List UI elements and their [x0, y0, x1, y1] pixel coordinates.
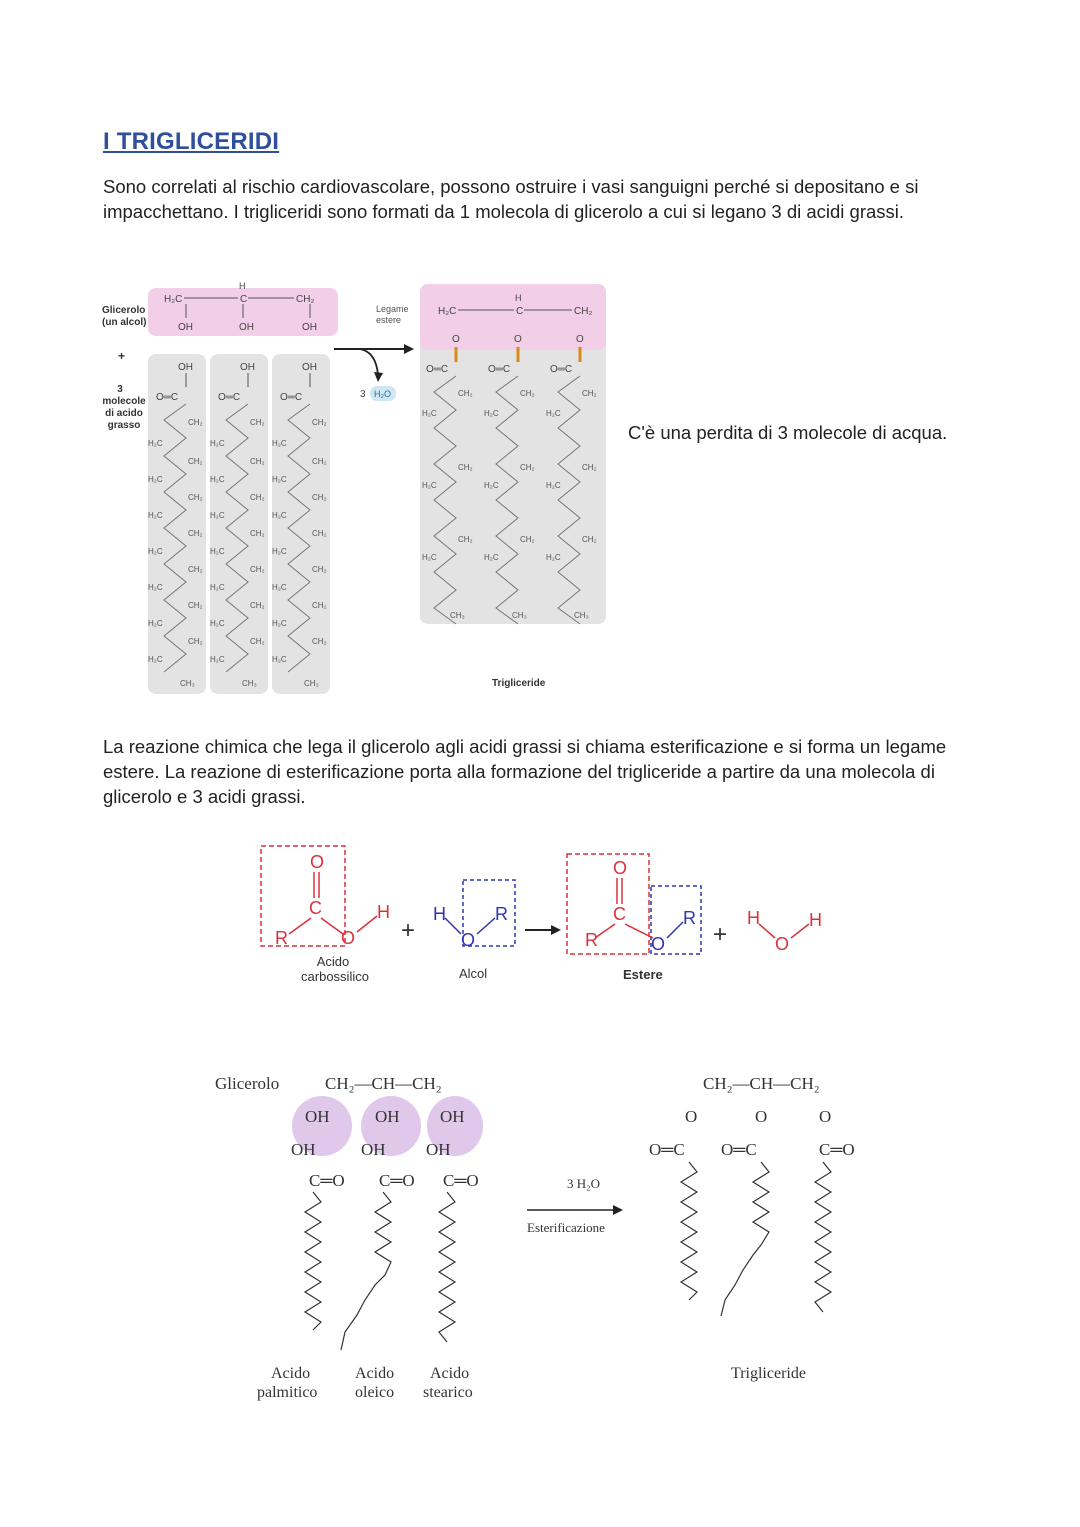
svg-text:H₂C: H₂C: [272, 439, 287, 448]
oleic-chain: [341, 1192, 391, 1350]
ester-bond-label-2: estere: [376, 315, 402, 325]
svg-text:OH: OH: [375, 1107, 400, 1126]
water-h-left: H: [747, 908, 760, 928]
svg-text:CH₂: CH₂: [312, 529, 327, 538]
glycerol-label: Glicerolo: [102, 305, 146, 316]
svg-text:CH₂: CH₂: [520, 463, 535, 472]
svg-text:oleico: oleico: [355, 1384, 395, 1401]
svg-text:R: R: [683, 908, 696, 928]
palmitic-chain: [305, 1192, 321, 1330]
glycerol-oh-1: OH: [178, 322, 193, 333]
svg-text:CH₂: CH₂: [582, 389, 597, 398]
svg-text:C: C: [613, 904, 626, 924]
svg-text:CH₂: CH₂: [250, 457, 265, 466]
svg-text:C═O: C═O: [819, 1140, 855, 1159]
acid-o-top: O: [310, 852, 325, 872]
svg-text:CH₂: CH₂: [188, 493, 203, 502]
svg-text:H₂C: H₂C: [422, 553, 437, 562]
svg-text:R: R: [585, 930, 598, 950]
svg-text:CH₂: CH₂: [312, 418, 327, 427]
svg-text:H₂C: H₂C: [546, 409, 561, 418]
svg-text:O: O: [755, 1107, 768, 1126]
svg-text:H₂C: H₂C: [272, 511, 287, 520]
svg-text:H₂C: H₂C: [148, 583, 163, 592]
svg-text:O═C: O═C: [156, 392, 179, 403]
svg-text:CH₃: CH₃: [180, 679, 195, 688]
glycerol-label-3: Glicerolo: [215, 1074, 280, 1093]
svg-text:H₂C: H₂C: [210, 583, 225, 592]
plus-sign-1: +: [401, 917, 416, 944]
triglyceride-formation-figure: [98, 280, 618, 700]
svg-text:O: O: [685, 1107, 698, 1126]
svg-text:H₂C: H₂C: [272, 475, 287, 484]
acid-o: O: [341, 928, 356, 948]
svg-text:stearico: stearico: [423, 1384, 473, 1401]
svg-text:OH: OH: [305, 1107, 330, 1126]
water-h-right: H: [809, 910, 822, 930]
svg-text:CH₂: CH₂: [250, 565, 265, 574]
svg-text:CH₂: CH₂: [312, 565, 327, 574]
svg-text:OH: OH: [178, 362, 193, 373]
svg-text:O═C: O═C: [488, 364, 511, 375]
svg-text:H₂C: H₂C: [210, 511, 225, 520]
svg-text:CH₂: CH₂: [458, 535, 473, 544]
svg-text:CH₂: CH₂: [250, 418, 265, 427]
water-count: 3: [360, 389, 366, 400]
svg-text:CH₂: CH₂: [458, 463, 473, 472]
intro-paragraph: Sono correlati al rischio cardiovascolare, possono ostruire i vasi sanguigni perché si depositano e si impacchettano. I trigliceridi sono formati da 1 molecola di glicerolo a cui si legano 3 di acidi grassi.: [103, 176, 919, 222]
svg-text:CH₂: CH₂: [188, 565, 203, 574]
svg-text:CH₂: CH₂: [188, 457, 203, 466]
svg-text:H₂C: H₂C: [210, 619, 225, 628]
fatty-label-3: grasso: [107, 420, 141, 431]
glycerol-h2c-left: H₂C: [164, 294, 183, 305]
acid-r: R: [275, 928, 288, 948]
svg-text:H₂C: H₂C: [272, 583, 287, 592]
svg-text:H₂C: H₂C: [484, 553, 499, 562]
ester-bond-label-1: Legame: [376, 304, 409, 314]
triglyceride-label-1: Trigliceride: [492, 678, 546, 689]
glycerol-oh-3: OH: [302, 322, 317, 333]
svg-text:CH₂: CH₂: [188, 637, 203, 646]
svg-text:C═O: C═O: [443, 1171, 479, 1190]
svg-text:CH₂: CH₂: [250, 637, 265, 646]
svg-text:C═O: C═O: [309, 1171, 345, 1190]
fatty-acid-column-1: [148, 354, 206, 694]
svg-text:H₂C: H₂C: [484, 409, 499, 418]
svg-text:C═O: C═O: [379, 1171, 415, 1190]
svg-text:OH: OH: [302, 362, 317, 373]
svg-text:C: C: [516, 306, 524, 317]
svg-text:CH₂: CH₂: [312, 637, 327, 646]
alcohol-o: O: [461, 930, 476, 950]
svg-text:OH: OH: [291, 1140, 316, 1159]
svg-text:H₂C: H₂C: [148, 547, 163, 556]
glycerol-sublabel: (un alcol): [102, 317, 147, 328]
ester-label: Estere: [623, 967, 663, 982]
plus-sign: +: [118, 349, 126, 363]
svg-text:H₂C: H₂C: [422, 481, 437, 490]
svg-text:H₂C: H₂C: [272, 547, 287, 556]
svg-text:O═C: O═C: [280, 392, 303, 403]
plus-sign-2: +: [713, 921, 728, 948]
svg-text:O═C: O═C: [426, 364, 449, 375]
glycerol-ch2-right: CH₂: [296, 294, 315, 305]
svg-text:O: O: [514, 334, 522, 345]
svg-text:H₂C: H₂C: [272, 619, 287, 628]
svg-text:O═C: O═C: [721, 1140, 757, 1159]
svg-text:CH₃: CH₃: [242, 679, 257, 688]
svg-text:H: H: [515, 293, 522, 303]
svg-text:H₂C: H₂C: [210, 655, 225, 664]
svg-text:O═C: O═C: [218, 392, 241, 403]
svg-text:CH₃: CH₃: [512, 611, 527, 620]
fatty-acid-column-3: [272, 354, 330, 694]
svg-text:Acido: Acido: [355, 1365, 395, 1382]
alcohol-label: Alcol: [459, 966, 488, 981]
svg-text:O: O: [613, 858, 628, 878]
fatty-label-2: di acido: [105, 408, 143, 419]
svg-text:H₂C: H₂C: [210, 547, 225, 556]
acid-label-2: carbossilico: [301, 969, 369, 984]
glycerol-backbone: CH₂—CH—CH₂: [325, 1074, 442, 1093]
triglyceride-label-3: Trigliceride: [731, 1365, 806, 1382]
svg-text:CH₂: CH₂: [582, 535, 597, 544]
svg-text:H₂C: H₂C: [272, 655, 287, 664]
svg-text:H₂C: H₂C: [148, 619, 163, 628]
fatty-acid-column-2: [210, 354, 268, 694]
glycerol-h: H: [239, 281, 246, 291]
fatty-label-1: molecole: [102, 396, 146, 407]
svg-text:O: O: [576, 334, 584, 345]
svg-text:CH₂: CH₂: [458, 389, 473, 398]
svg-text:CH₂—CH—CH₂: CH₂—CH—CH₂: [703, 1074, 820, 1093]
fatty-count: 3: [117, 384, 123, 395]
svg-text:H₂C: H₂C: [546, 553, 561, 562]
water-formula: H₂O: [374, 389, 391, 399]
svg-text:CH₂: CH₂: [582, 463, 597, 472]
svg-text:Acido: Acido: [271, 1365, 311, 1382]
svg-text:Acido: Acido: [430, 1365, 470, 1382]
acid-label-1: Acido: [316, 954, 350, 969]
esterification-label: Esterificazione: [527, 1220, 605, 1235]
svg-text:H₂C: H₂C: [210, 439, 225, 448]
svg-text:H₂C: H₂C: [148, 475, 163, 484]
svg-text:H₂C: H₂C: [422, 409, 437, 418]
triglyceride-synthesis-figure: [205, 1060, 885, 1410]
glycerol-oh-2: OH: [239, 322, 254, 333]
svg-text:OH: OH: [440, 1107, 465, 1126]
svg-text:CH₂: CH₂: [312, 601, 327, 610]
svg-text:CH₃: CH₃: [304, 679, 319, 688]
svg-text:CH₂: CH₂: [188, 601, 203, 610]
svg-text:CH₂: CH₂: [250, 529, 265, 538]
svg-text:O: O: [452, 334, 460, 345]
alcohol-h: H: [433, 904, 446, 924]
svg-text:H₂C: H₂C: [148, 511, 163, 520]
svg-text:H₂C: H₂C: [148, 655, 163, 664]
acid-h: H: [377, 902, 390, 922]
svg-text:CH₂: CH₂: [312, 493, 327, 502]
svg-text:CH₂: CH₂: [520, 535, 535, 544]
esterification-reaction-figure: [255, 838, 835, 998]
water-loss-note: C'è una perdita di 3 molecole di acqua.: [628, 422, 948, 443]
svg-text:CH₂: CH₂: [188, 529, 203, 538]
glycerol-c: C: [240, 294, 248, 305]
svg-text:CH₂: CH₂: [250, 601, 265, 610]
svg-text:palmitico: palmitico: [257, 1384, 318, 1401]
svg-text:CH₂: CH₂: [250, 493, 265, 502]
svg-text:O: O: [651, 934, 666, 954]
svg-text:O═C: O═C: [550, 364, 573, 375]
svg-text:OH: OH: [240, 362, 255, 373]
svg-text:CH₃: CH₃: [450, 611, 465, 620]
svg-text:H₂C: H₂C: [484, 481, 499, 490]
stearic-chain: [439, 1192, 455, 1342]
svg-text:H₂C: H₂C: [210, 475, 225, 484]
water-label-3: 3 H₂O: [567, 1176, 601, 1191]
svg-text:O═C: O═C: [649, 1140, 685, 1159]
svg-text:CH₂: CH₂: [574, 306, 593, 317]
acid-c: C: [309, 898, 322, 918]
svg-text:OH: OH: [426, 1140, 451, 1159]
svg-text:CH₂: CH₂: [188, 418, 203, 427]
alcohol-r: R: [495, 904, 508, 924]
svg-text:CH₃: CH₃: [574, 611, 589, 620]
svg-text:O: O: [819, 1107, 832, 1126]
svg-text:CH₂: CH₂: [520, 389, 535, 398]
page-title: I TRIGLICERIDI: [103, 128, 280, 155]
svg-text:H₂C: H₂C: [438, 306, 457, 317]
svg-text:H₂C: H₂C: [546, 481, 561, 490]
svg-text:H₂C: H₂C: [148, 439, 163, 448]
esterification-paragraph: La reazione chimica che lega il glicerolo agli acidi grassi si chiama esterificazione e si forma un legame estere. La reazione di esterificazione porta alla formazione del trigliceride a partire da una molecola di glicerolo e 3 acidi grassi.: [103, 736, 947, 807]
water-o: O: [775, 934, 790, 954]
svg-text:CH₂: CH₂: [312, 457, 327, 466]
svg-text:OH: OH: [361, 1140, 386, 1159]
